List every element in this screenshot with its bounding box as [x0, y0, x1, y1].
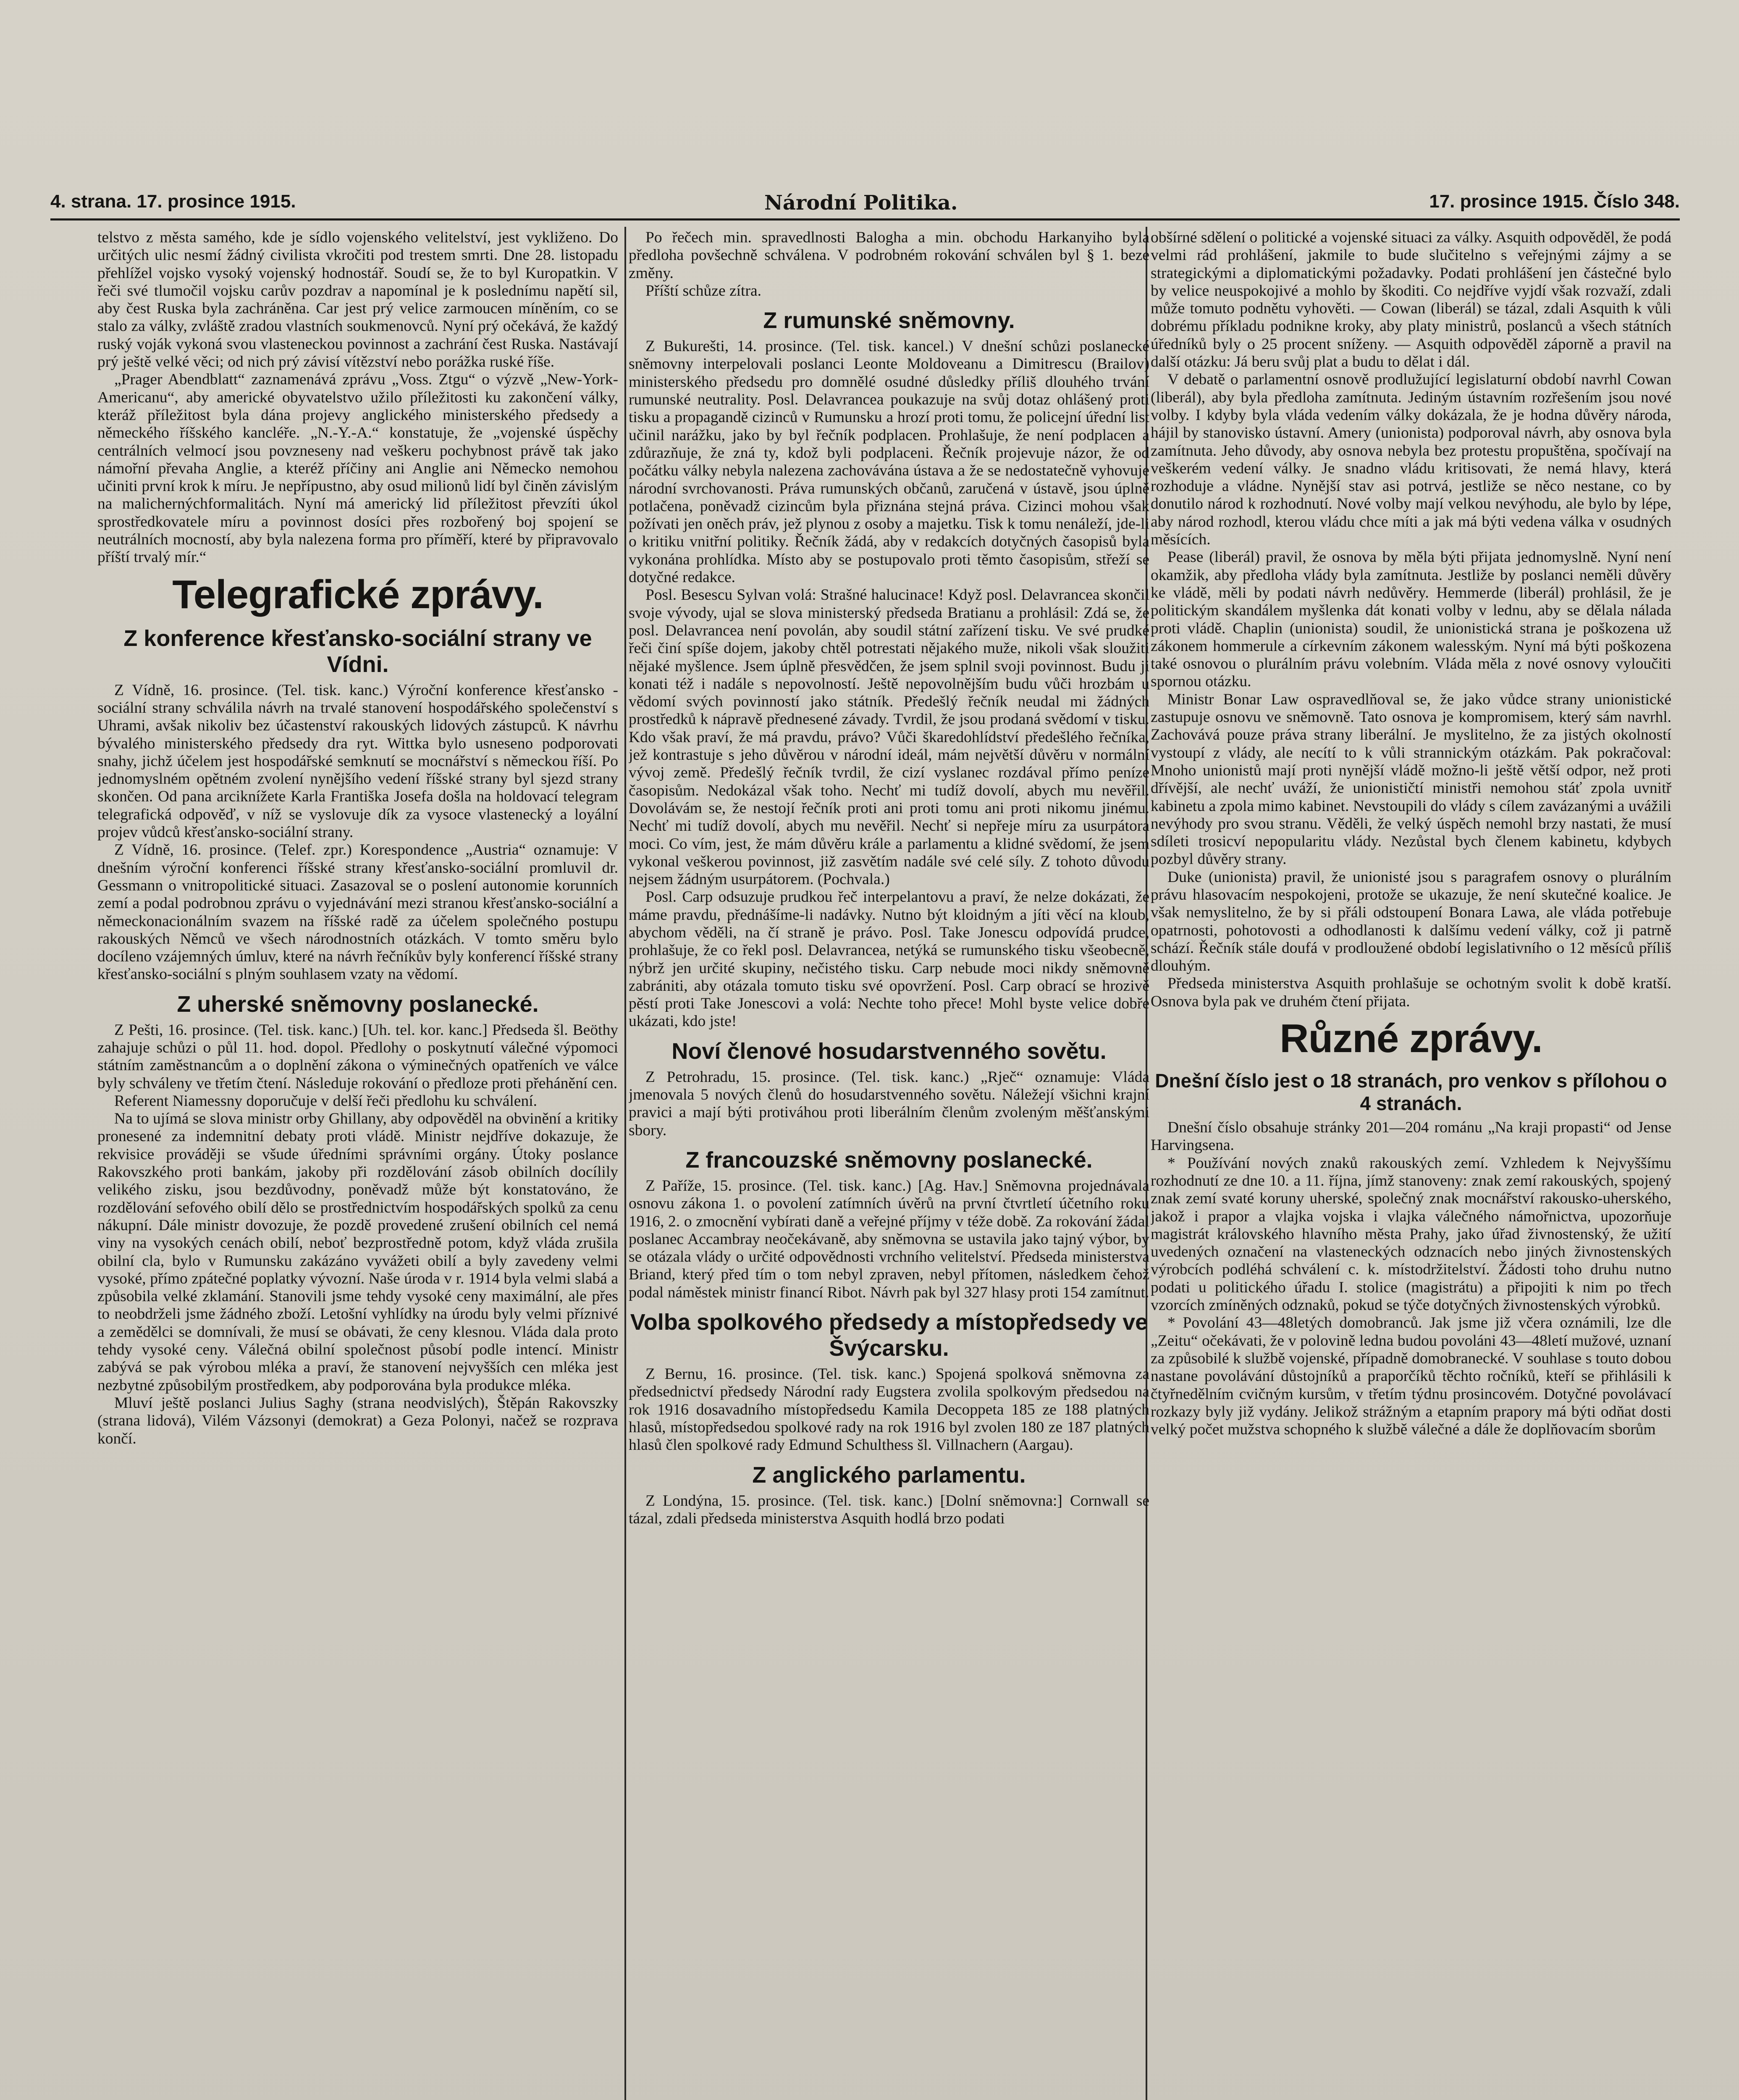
paragraph: Pease (liberál) pravil, že osnova by měla býti přijata jednomyslně. Nyní není okamžik, aby předloha vlády byla zamítnuta. Jestliže by poslanci neměli důvěry ke vládě, měli by podati návrh nedůvěry. Hemmerde (liberál) prohlásil, že je politickým skandálem myšlenka dát konati volby v lednu, aby se dělala nálada proti vládě. Chaplin (unionista) soudil, že unionistická strana je poškozena už zákonem hommerule a církevním zákonem walesským. Nyní má býti poškozena také osnovou o plurálním právu volebním. Vláda měla z nové osnovy vyloučiti spornou otázku. — [1151, 549, 1671, 690]
section-title-telegraph: Telegrafické zprávy. — [172, 572, 543, 617]
paragraph: „Prager Abendblatt“ zaznamenává zprávu „Voss. Ztgu“ o výzvě „New-York-Americanu“, aby americké obyvatelstvo užilo příležitosti ku zakončení války, kteráž příležitost byla dána projevy anglického ministerského předsedy a německého říšského kancléře. „N.-Y.-A.“ konstatuje, že „vojenské úspěchy centrálních velmocí jsou povzneseny nad veškeru pochybnost právě tak jako námořní převaha Anglie, a kteréž příčiny ani Anglie ani Německo nemohou učiniti první krok k míru. Je nepřípustno, aby osud milionů lidí byl činěn závislým na malichernýchformalitách. Nyní má americký lid příležitost převzíti úkol sprostředkovatele míru a povinnost dosíci přes rozbořený boj spojení se neutrálních mocností, aby byla nalezena forma pro příměří, které by připravovalo příští trvalý mír.“ — [97, 371, 618, 566]
paragraph: Příští schůze zítra. — [645, 282, 761, 299]
paragraph: Z Vídně, 16. prosince. (Tel. tisk. kanc.) Výroční konference křesťansko - sociální strany schválila návrh na trvalé stanovení hospodářského společenství s Uhrami, avšak nikoliv bez účastenství rakouských lidových zástupců. K návrhu bývalého ministerského předsedy dra ryt. Wittka bylo usneseno podporovati snahy, jichž účelem jest hospodářské semknutí se mocnářství s německou říší. Po jednomyslném opětném zvolení nynějšího vedení říšské strany byl sjezd strany skončen. Od pana arciknížete Karla Františka Josefa došla na holdovací telegram telegrafická odpověď, v níž se vyslovuje dík za vysoce vlastenecký a loyální projev vůdců křesťansko-sociální strany. — [97, 681, 618, 841]
article-heading: Dnešní číslo jest o 18 stranách, pro venkov s přílohou o 4 stranách. — [1155, 1070, 1667, 1115]
paragraph: Referent Niamessny doporučuje v delší řeči předlohu ku schválení. — [114, 1092, 537, 1110]
column-3 — [1151, 229, 1671, 2100]
paragraph: Mluví ještě poslanci Julius Saghy (strana neodvislých), Štěpán Rakovszky (strana lidová), Vilém Vázsonyi (demokrat) a Geza Polonyi, načež se rozprava končí. — [97, 1394, 618, 1447]
article-heading: Z konference křesťansko-sociální strany ve Vídni. — [123, 625, 592, 677]
paragraph: Dnešní číslo obsahuje stránky 201—204 románu „Na kraji propasti“ od Jense Harvingsena. — [1151, 1119, 1671, 1154]
paragraph: * Používání nových znaků rakouských zemí. Vzhledem k Nejvyššímu rozhodnutí ze dne 10. a 11. října, jímž stanoveny: znak zemí rakouských, spojený znak zemí svaté koruny uherské, společný znak mocnářství rakousko-uherského, jakož i prapor a vlajka vojska i vlajka válečného námořnictva, upozorňuje magistrát královského hlavního města Prahy, jako úřad živnostenský, že užití uvedených označení na vlasteneckých odznacích nebo jiných živnostenských výrobcích podléhá schválení c. k. místodržitelství. Žádosti toho druhu nutno podati u politického úřadu I. stolice (magistrátu) a připojiti k nim po třech vzorcích zmíněných odznaků, pokud se týče dotyčných živnostenských výrobků. — [1151, 1154, 1671, 1314]
paragraph: telstvo z města samého, kde je sídlo vojenského velitelství, jest vykliženo. Do určitých ulic nesmí žádný civilista vkročiti pod trestem smrti. Dne 28. listopadu přehlížel vojsko vysoký vojenský hodnostář. Soudí se, že to byl Kuropatkin. V řeči své tlumočil vojsku carův pozdrav a napomínal je k poslednímu napětí sil, aby čest Ruska byla zachráněna. Car jest prý velice zarmoucen míněním, co se stalo za války, zvláště zradou vlastních soukmenovců. Nyní prý očekává, že každý ruský voják vykoná svou vlasteneckou povinnost a zachrání čest Ruska. Nastávají prý ještě velké věci; od nich prý závisí vítězství nebo porážka ruské říše. — [97, 229, 618, 371]
paragraph: * Povolání 43—48letých domobranců. Jak jsme již včera oznámili, lze dle „Zeitu“ očekávati, že v polovině ledna budou povoláni 43—48letí mužové, uznaní za způsobilé k službě vojenské, případně domobranecké. V souhlase s touto dobou nastane povolávání důstojníků a praporčíků těchto ročníků, kteří se přihlásili k čtyřnedělním cvičným kursům, v třetím týdnu prosincovém. Dotyčné povolávací rozkazy byly již vydány. Jelikož strážným a etapním prapory má býti odňat dosti velký počet mužstva schopného k službě válečné a dále že doplňovacím sborům — [1151, 1314, 1671, 1438]
column-1 — [97, 229, 618, 2100]
paragraph: Z Petrohradu, 15. prosince. (Tel. tisk. kanc.) „Rječ“ oznamuje: Vláda jmenovala 5 nových členů do hosudarstvenného sovětu. Náležejí všichni krajní pravici a mají býti protiváhou proti liberálním členům zvoleným měšťanskými sbory. — [629, 1068, 1149, 1139]
paragraph: Ministr Bonar Law ospravedlňoval se, že jako vůdce strany unionistické zastupuje osnovu ve sněmovně. Tato osnova je kompromisem, který sám navrhl. Zachovává pouze práva strany liberální. Je myslitelno, že za jistých okolností vystoupí z vlády, ale necítí to k vůli strannickým otázkám. Pak pokračoval: Mnoho unionistů mají proti nynější vládě možno-li ještě větší odpor, než proti dřívější, ale nechť uváží, že unionističtí ministři nemohou stáť zpola uvnitř kabinetu a zpola mimo kabinet. Nevstoupili do vlády s cílem zavázanými a uvážili nevýhody pro svou stranu. Věděli, že velký úspěch nemohl brzy nastati, že musí sdíleti trosicví nepopularitu vlády. Nezůstal bych členem kabinetu, kdybych pozbyl důvěry strany. — [1151, 690, 1671, 868]
paragraph: Posl. Carp odsuzuje prudkou řeč interpelantovu a praví, že nelze dokázati, že máme pravdu, přednášíme-li nadávky. Nutno být kloidným a jíti věcí na kloub, abychom věděli, na čí straně je právo. Posl. Take Jonescu odpovídá prudce, prohlašuje, že co řekl posl. Delavrancea, netýká se rumunského tisku všeobecně, nýbrž jen určité skupiny, nečistého tisku. Carp nebude moci nikdy sněmovně zabrániti, aby otázala tomuto tisku své opovržení. Posl. Carp obrací se hrozivě pěstí proti Take Jonescovi a volá: Nechte toho přece! Mohl byste velice dobře ukázati, kdo jste! — [629, 888, 1149, 1030]
paragraph: obšírné sdělení o politické a vojenské situaci za války. Asquith odpověděl, že podá velmi rád prohlášení, jakmile to bude slučitelno s veřejnými zájmy a se strategickými a diplomatickými požadavky. Podati prohlášení jen částečné bylo by velice neuspokojivé a mohlo by škoditi. Co nejdříve vyjdí však rozvaží, zdali může tomuto podnětu vyhověti. — Cowan (liberál) se tázal, zdali Asquith k vůli dobrému příkladu podnikne kroky, aby platy ministrů, poslanců a všech státních úředníků byly o 25 procent sníženy. — Asquith odpověděl záporně a pravil na další otázku: Já beru svůj plat a budu to dělat i dál. — [1151, 229, 1671, 371]
paragraph: Posl. Besescu Sylvan volá: Strašné halucinace! Když posl. Delavrancea skončil svoje vývody, ujal se slova ministerský předseda Bratianu a prohlásil: Zdá se, že posl. Delavrancea není povolán, aby soudil státní zařízení tisku. Ve své prudké řeči činí spíše dojem, jakoby chtěl potrestati nějakého muže, nikoli však sloužiti nějaké myšlence. Jsem úplně přesvědčen, že jsem splnil svoji povinnost. Budu ji konati též i nadále s nepovolností. Ještě nepovolnějším budu vůči hrozbám u vědomí svých povinností jako státník. Předešlý řečník neudal mi žádných prostředků k nápravě přednesené závady. Tvrdil, že jsou prodaná svědomí v tisku. Kdo však praví, že má pravdu, právo? Vůči škaredohlídství předešlého řečníka, jež kontrastuje s jeho důvěrou v národní ideál, mám největší důvěru v normální vývoj země. Předešlý řečník tvrdil, že cizí vyslanec rozdával přímo peníze časopisům. Nedokázal však toho. Nechť mi tudíž dovolí, abych mu nevěřil. Dovolávám se, že nestojí řečník proti ani proti tomu ani proti nikomu jinému. Nechť mi tudíž dovolí, abych mu nevěřil. Nechť si nepřeje míru za usurpátora moci. Co vím, jest, že mám důvěru krále a parlamentu a klidné svědomí, že jsem vykonal veškerou povinnost, již zasvětím nadále své celé síly. Z tohoto důvodu nejsem žádným usurpátorem. (Pochvala.) — [629, 586, 1149, 888]
header-left: 4. strana. 17. prosince 1915. — [50, 191, 296, 212]
paragraph: Z Pešti, 16. prosince. (Tel. tisk. kanc.) [Uh. tel. kor. kanc.] Předseda šl. Beöthy zahajuje schůzi o půl 11. hod. dopol. Předlohy o poskytnutí válečné výpomoci státním zaměstnancům a o doplnění zákona o výminečných opatřeních ve válce byly schváleny ve třetím čtení. Následuje rokování o předloze proti přehánění cen. — [97, 1021, 618, 1092]
paragraph: Z Vídně, 16. prosince. (Telef. zpr.) Korespondence „Austria“ oznamuje: V dnešním výroční konferenci říšské strany křesťansko-sociální promluvil dr. Gessmann o vnitropolitické situaci. Zasazoval se o poslení autonomie korunních zemí a podal podrobnou zprávu o vyjednávání mezi stranou křesťansko-sociální a německonacionálním svazem na říšské radě za účelem společného postupu rakouských Němců ve všech národnostních otázkách. V tomto směru bylo docíleno vzájemných úmluv, které na návrh řečníkův byly konferencí říšské strany křesťansko-sociální s plným souhlasem vzaty na vědomí. — [97, 841, 618, 983]
paragraph: Z Bukurešti, 14. prosince. (Tel. tisk. kancel.) V dnešní schůzi poslanecké sněmovny interpelovali poslanci Leonte Moldoveanu a Dimitrescu (Brailov) ministerského předsedu pro domnělé osudné důsledky příliš dlouhého trvání rumunské neutrality. Posl. Delavrancea poukazuje na svůj dotaz ohlášený proti tisku a propagandě cizinců v Rumunsku a hrozí proti tomu, že policejní úřední list učinil narážku, jako by byl řečník podplacen. Prohlašuje, že není podplacen a zdůrazňuje, že zná ty, kdož byli podplaceni. Řečník projevuje názor, že od počátku války nebyla nalezena zachovávána ústava a že se nedostatečně vyhovuje národní svrchovanosti. Práva rumunských občanů, zaručená v ústavě, jsou úplně potlačena, poněvadž cizincům byla přiznána stejná práva. Cizinci mohou však požívati jen oněch práv, jež plynou z osoby a majetku. Tisk k tomu nenáleží, jde-li o kritiku vnitřní politiky. Řečník žádá, aby v redakcích dotyčných časopisů byla vykonána prohlídka. Místo aby se postupovalo proti těmto časopisům, střeží se dotyčné redakce. — [629, 338, 1149, 586]
paragraph: Z Londýna, 15. prosince. (Tel. tisk. kanc.) [Dolní sněmovna:] Cornwall se tázal, zdali předseda ministerstva Asquith hodlá brzo podati — [629, 1492, 1149, 1527]
article-heading: Z uherské sněmovny poslanecké. — [177, 991, 539, 1017]
article-heading: Noví členové hosudarstvenného sovětu. — [671, 1038, 1107, 1064]
article-heading: Z rumunské sněmovny. — [763, 308, 1015, 333]
masthead: Národní Politika. — [764, 191, 958, 215]
paragraph: V debatě o parlamentní osnově prodlužující legislaturní období navrhl Cowan (liberál), aby byla předloha zamítnuta. Jediným ústavním rozřešením jsou nové volby. I kdyby byla vláda vedením války dokázala, že je hodna důvěry národa, hájil by stanovisko ústavní. Amery (unionista) podporoval návrh, aby osnova byla zamítnuta. Jeho důvody, aby osnova nebyla bez protestu propuštěna, spočívají na veškerém vedení války. Je snadno vládu kritisovati, že nemá hlavy, která rozhoduje a vládne. Nynější stav asi potrvá, jestliže se něco nestane, co by donutilo národ k rozhodnutí. Nové volby mají velkou nevýhodu, ale bylo by lépe, aby národ rozhodl, kterou vládu chce míti a jak má býti vedena válka v osudných měsících. — [1151, 371, 1671, 549]
column-divider-1 — [624, 227, 626, 2100]
header-right: 17. prosince 1915. Číslo 348. — [1429, 191, 1680, 212]
paragraph: Duke (unionista) pravil, že unionisté jsou s paragrafem osnovy o plurálním právu hlasovacím nespokojeni, protože se ukazuje, že není skutečné koalice. Je však nemyslitelno, že by si přáli odstoupení Bonara Lawa, ale vláda potřebuje opatrnosti, pohotovosti a odhodlanosti k dalšímu vedení války, což ji patrně schází. Řečník stále doufá v prodloužené období legislativního o 12 měsíců příliš dlouhým. — [1151, 868, 1671, 975]
paragraph: Předseda ministerstva Asquith prohlašuje se ochotným svolit k době kratší. Osnova byla pak ve druhém čtení přijata. — [1151, 975, 1671, 1010]
header-rule — [50, 218, 1680, 220]
page-header — [50, 191, 1680, 216]
column-2 — [629, 229, 1149, 2100]
paragraph: Po řečech min. spravedlnosti Balogha a min. obchodu Harkanyiho byla předloha povšechně schválena. V podrobném rokování schválen byl § 1. beze změny. — [629, 229, 1149, 282]
article-heading: Z francouzské sněmovny poslanecké. — [685, 1147, 1093, 1173]
section-title-misc: Různé zprávy. — [1280, 1016, 1542, 1061]
article-heading: Volba spolkového předsedy a místopředsedy ve Švýcarsku. — [630, 1310, 1148, 1361]
paragraph: Z Bernu, 16. prosince. (Tel. tisk. kanc.) Spojená spolková sněmovna za předsednictví předsedy Národní rady Eugstera zvolila spolkovým předsedou na rok 1916 dosavadního místopředsedu Kamila Decoppeta 185 ze 188 platných hlasů, místopředsedou spolkové rady na rok 1916 byl zvolen 180 ze 187 platných hlasů člen spolkové rady Edmund Schulthess šl. Villnachern (Aargau). — [629, 1365, 1149, 1454]
paragraph: Na to ujímá se slova ministr orby Ghillany, aby odpověděl na obvinění a kritiky pronesené za indemnitní debaty proti vládě. Ministr nejdříve dokazuje, že rekvisice prováději se všude úředními správními orgány. Útoky poslance Rakovszkého proti bankám, jakoby při rozdělování zásob obilních docílily velikého zisku, jsou bezdůvodny, poněvadž může být konstatováno, že rozdělování sefového obilí dělo se prostřednictvím hospodářských spolků za cenu nákupní. Dále ministr dovozuje, že pozdě provedené zrušení obilních cel nemá viny na vysokých cenách obilí, neboť bezprostředně potom, když vláda zrušila obilní cla, bylo v Rumunsku zakázáno vyvážeti obilí a byly zavedeny velmi vysoké, přímo zpátečné poplatky vývozní. Naše úroda v r. 1914 byla velmi slabá a způsobila velké zklamání. Stanovili jsme tehdy vysoké ceny maximální, ale přes to neobdrželi jsme žádného zboží. Letošní vyhlídky na úrodu byly velmi příznivé a zemědělci se domnívali, že musí se obávati, že ceny klesnou. Vláda dala proto tehdy vysoké ceny. Válečná obilní společnost působí podle intencí. Ministr zabývá se pak výrobou mléka a praví, že stanovení nejvyšších cen mléka jest nezbytné způsobilým prostředkem, aby podporována byla produkce mléka. — [97, 1110, 618, 1394]
article-heading: Z anglického parlamentu. — [752, 1462, 1026, 1488]
paragraph: Z Paříže, 15. prosince. (Tel. tisk. kanc.) [Ag. Hav.] Sněmovna projednávala osnovu zákona 1. o povolení zatímních úvěrů na první čtvrtletí účetního roku 1916, 2. o zmocnění vybírati daně a veřejné příjmy v téže době. Za rokování žádal poslanec Accambray neočekávaně, aby sněmovna se ustavila jako tajný výbor, by se otázala vlády o určité odpovědnosti vrchního velitelství. Předseda ministerstva Briand, který před tím o tom nebyl zpraven, nebyl přítomen, následkem čehož podal náměstek ministr financí Ribot. Návrh pak byl 327 hlasy proti 154 zamítnut. — [629, 1177, 1149, 1301]
